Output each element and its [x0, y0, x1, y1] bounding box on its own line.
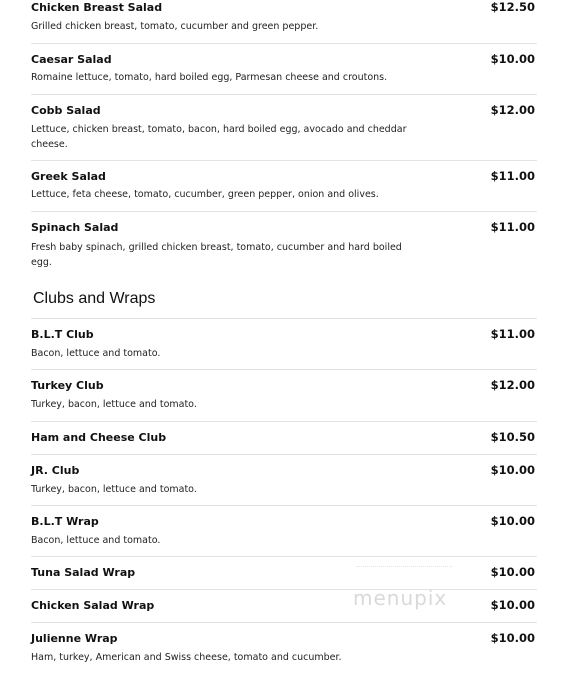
- item-price: $11.00: [490, 220, 535, 234]
- item-description: Lettuce, feta cheese, tomato, cucumber, green pepper, onion and olives.: [31, 189, 379, 200]
- section-title: Clubs and Wraps: [33, 290, 156, 307]
- item-description: Turkey, bacon, lettuce and tomato.: [31, 399, 197, 410]
- item-price: $10.00: [490, 52, 535, 66]
- item-price: $11.00: [490, 169, 535, 183]
- menu-item: [31, 0, 537, 44]
- item-name: Turkey Club: [31, 379, 104, 392]
- item-name: Cobb Salad: [31, 104, 101, 117]
- menu-item: [31, 44, 537, 95]
- item-price: $10.00: [490, 598, 535, 612]
- menu-item: [31, 557, 537, 590]
- item-price: $10.50: [490, 430, 535, 444]
- item-name: Chicken Breast Salad: [31, 1, 163, 14]
- item-description: Grilled chicken breast, tomato, cucumber and green pepper.: [31, 21, 319, 32]
- menu-item: [31, 422, 537, 455]
- menu-item: [31, 161, 537, 212]
- item-description: Ham, turkey, American and Swiss cheese, tomato and cucumber.: [31, 652, 342, 663]
- item-description: Bacon, lettuce and tomato.: [31, 535, 161, 546]
- section-header: [31, 280, 537, 319]
- item-description: Bacon, lettuce and tomato.: [31, 348, 161, 359]
- item-price: $10.00: [490, 463, 535, 477]
- item-price: $11.00: [490, 327, 535, 341]
- item-price: $12.00: [490, 378, 535, 392]
- menu-item: [31, 506, 537, 557]
- item-name: JR. Club: [31, 464, 80, 477]
- item-price: $12.50: [490, 0, 535, 14]
- item-name: Tuna Salad Wrap: [31, 566, 136, 579]
- item-name: Caesar Salad: [31, 53, 112, 66]
- menu-item: [31, 623, 537, 675]
- menu-item: [31, 455, 537, 506]
- menu-item: [31, 212, 537, 280]
- item-description: Fresh baby spinach, grilled chicken breast, tomato, cucumber and hard boiled egg.: [31, 242, 402, 268]
- item-price: $10.00: [490, 631, 535, 645]
- item-description: Lettuce, chicken breast, tomato, bacon, hard boiled egg, avocado and cheddar cheese.: [31, 124, 407, 150]
- item-name: Chicken Salad Wrap: [31, 599, 155, 612]
- item-price: $12.00: [490, 103, 535, 117]
- watermark-logo: menupix: [353, 586, 448, 610]
- menu-item: [31, 95, 537, 161]
- item-name: Greek Salad: [31, 170, 106, 183]
- menu-item: [31, 370, 537, 422]
- item-name: Ham and Cheese Club: [31, 431, 167, 444]
- item-price: $10.00: [490, 565, 535, 579]
- item-name: Julienne Wrap: [31, 632, 118, 645]
- menu-item: [31, 590, 537, 623]
- watermark-tagline: [356, 566, 452, 573]
- menu: [31, 0, 537, 675]
- item-description: Turkey, bacon, lettuce and tomato.: [31, 484, 197, 495]
- item-name: B.L.T Club: [31, 328, 94, 341]
- item-name: B.L.T Wrap: [31, 515, 99, 528]
- menu-item: [31, 319, 537, 370]
- item-name: Spinach Salad: [31, 221, 119, 234]
- item-price: $10.00: [490, 514, 535, 528]
- item-description: Romaine lettuce, tomato, hard boiled egg, Parmesan cheese and croutons.: [31, 72, 388, 83]
